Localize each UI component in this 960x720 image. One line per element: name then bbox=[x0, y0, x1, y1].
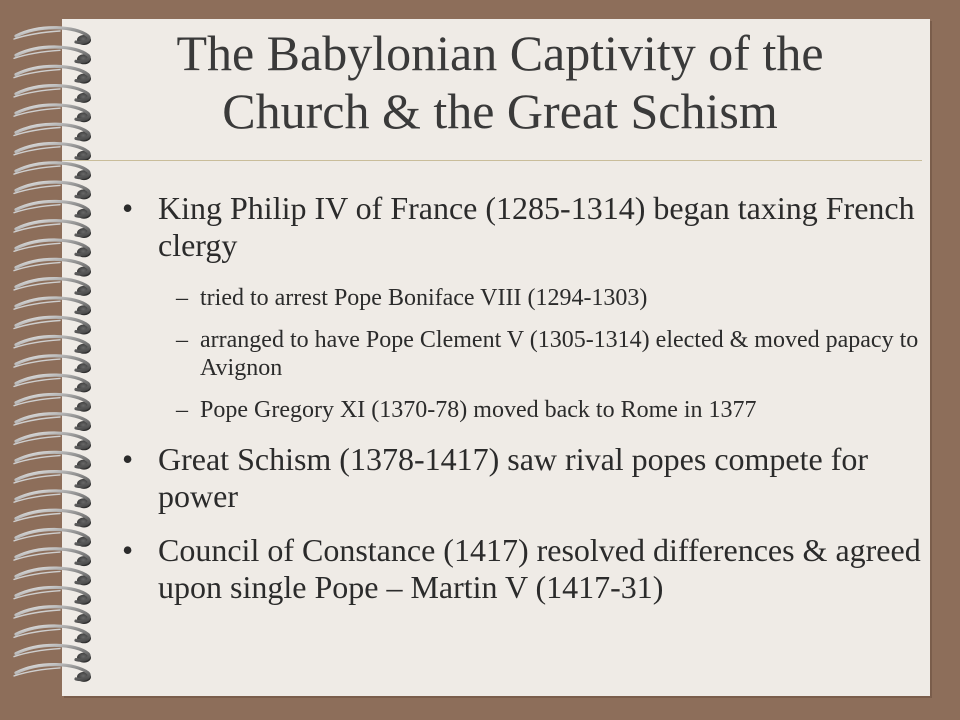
spiral-wire-highlight bbox=[14, 108, 60, 116]
title-line-1: The Babylonian Captivity of the bbox=[176, 25, 824, 81]
spiral-wire-highlight bbox=[14, 552, 60, 560]
spiral-wire-highlight bbox=[14, 185, 60, 193]
sub-bullet-item bbox=[108, 326, 928, 382]
spiral-wire-highlight bbox=[14, 398, 60, 406]
spiral-wire-highlight bbox=[14, 128, 60, 136]
slide-title bbox=[66, 24, 934, 140]
spiral-wire-highlight bbox=[14, 378, 60, 386]
spiral-wire-highlight bbox=[14, 417, 60, 425]
spiral-wire-highlight bbox=[14, 243, 60, 251]
bullet-marker: • bbox=[122, 532, 134, 568]
slide-content bbox=[108, 190, 928, 606]
spiral-wire-highlight bbox=[14, 533, 60, 541]
spiral-wire-highlight bbox=[14, 649, 60, 657]
spiral-wire-highlight bbox=[14, 147, 60, 155]
sub-bullet-marker: – bbox=[176, 327, 188, 353]
spiral-wire-highlight bbox=[14, 166, 60, 174]
spiral-wire-highlight bbox=[14, 50, 60, 58]
bullet-item bbox=[108, 532, 928, 606]
spiral-wire-highlight bbox=[14, 629, 60, 637]
spiral-wire-highlight bbox=[14, 205, 60, 213]
sub-bullet-marker: – bbox=[176, 285, 188, 311]
bullet-item bbox=[108, 441, 928, 515]
bullet-text: Great Schism (1378-1417) saw rival popes compete for power bbox=[158, 441, 869, 514]
spiral-wire-highlight bbox=[14, 224, 60, 232]
sub-bullet-item bbox=[108, 396, 928, 424]
bullet-item bbox=[108, 190, 928, 264]
sub-bullet-text: Pope Gregory XI (1370-78) moved back to Rome in 1377 bbox=[200, 397, 757, 423]
bullet-text: King Philip IV of France (1285-1314) began taxing French clergy bbox=[158, 190, 915, 263]
spiral-wire-highlight bbox=[14, 89, 60, 97]
spiral-wire-highlight bbox=[14, 436, 60, 444]
spiral-wire-highlight bbox=[14, 514, 60, 522]
sub-bullet-text: arranged to have Pope Clement V (1305-1314) elected & moved papacy to Avignon bbox=[200, 327, 919, 381]
spiral-wire-highlight bbox=[14, 359, 60, 367]
title-line-2: Church & the Great Schism bbox=[222, 83, 778, 139]
spiral-wire-highlight bbox=[14, 494, 60, 502]
spiral-wire-highlight bbox=[14, 263, 60, 271]
title-divider bbox=[62, 160, 922, 161]
spiral-wire-highlight bbox=[14, 282, 60, 290]
bullet-marker: • bbox=[122, 190, 134, 226]
sub-bullet-item bbox=[108, 284, 928, 312]
spiral-wire-highlight bbox=[14, 340, 60, 348]
spiral-wire-highlight bbox=[14, 321, 60, 329]
sub-bullet-marker: – bbox=[176, 397, 188, 423]
bullet-marker: • bbox=[122, 441, 134, 477]
spiral-wire-highlight bbox=[14, 70, 60, 78]
spiral-wire-highlight bbox=[14, 591, 60, 599]
spiral-wire-highlight bbox=[14, 31, 60, 39]
spiral-wire-highlight bbox=[14, 301, 60, 309]
bullet-text: Council of Constance (1417) resolved differences & agreed upon single Pope – Martin V (1417-31) bbox=[158, 532, 921, 605]
spiral-wire-highlight bbox=[14, 475, 60, 483]
spiral-wire-highlight bbox=[14, 668, 60, 676]
spiral-wire-highlight bbox=[14, 610, 60, 618]
sub-bullet-text: tried to arrest Pope Boniface VIII (1294-1303) bbox=[200, 285, 648, 311]
spiral-wire-highlight bbox=[14, 571, 60, 579]
spiral-wire-highlight bbox=[14, 456, 60, 464]
